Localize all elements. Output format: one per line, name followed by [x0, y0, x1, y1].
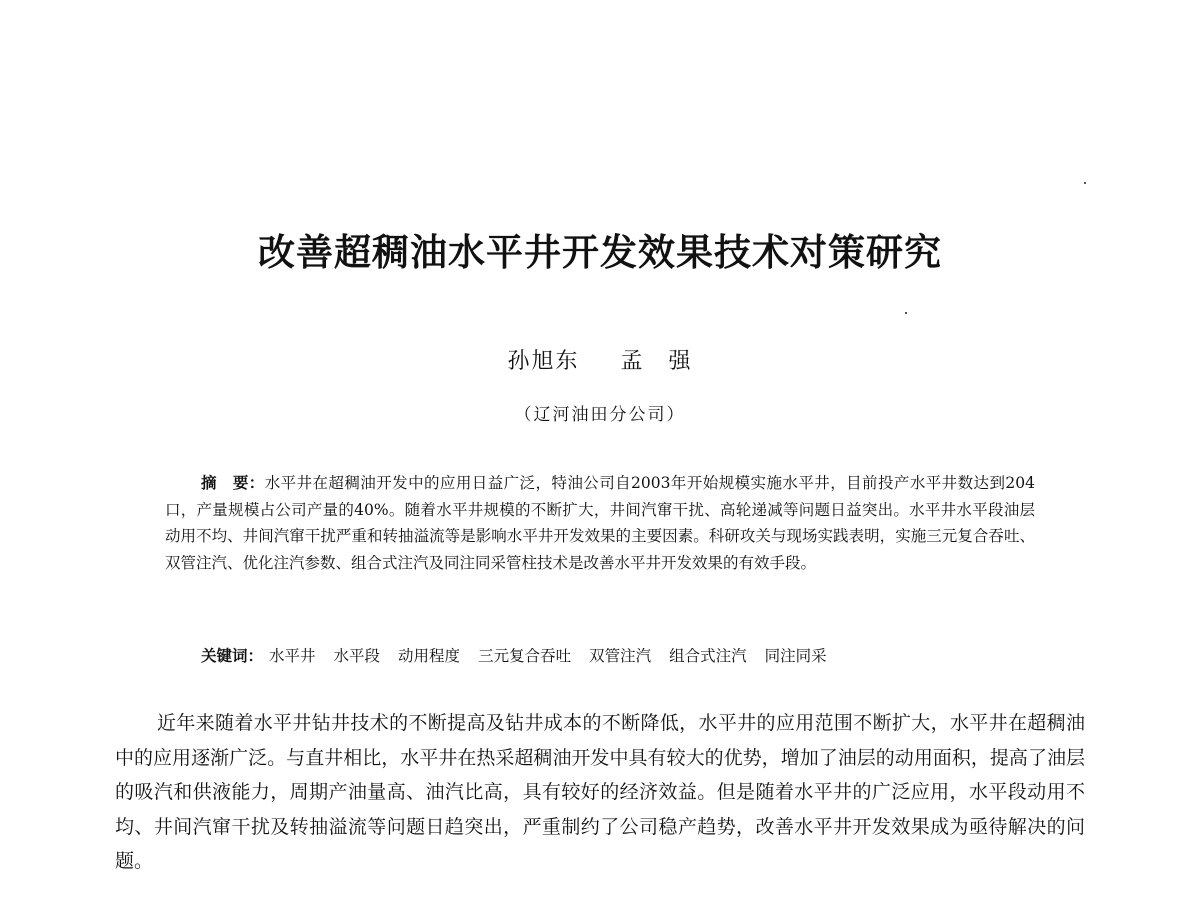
abstract-label: 摘 要：: [201, 474, 265, 492]
author-name: 孙旭东: [507, 349, 580, 374]
author-name: 孟 强: [620, 349, 693, 374]
paper-title: 改善超稠油水平井开发效果技术对策研究: [258, 231, 942, 274]
keyword: 水平井: [269, 647, 316, 665]
keywords-label: 关键词：: [201, 647, 264, 665]
keywords: [201, 643, 1035, 669]
author-list: [0, 344, 1200, 375]
abstract-text: 水平井在超稠油开发中的应用日益广泛，特油公司自2003年开始规模实施水平井，目前投产水平井数达到204口，产量规模占公司产量的40%。随着水平井规模的不断扩大，井间汽窜干扰、高轮递减等问题日益突出。水平井水平段油层动用不均、井间汽窜干扰严重和转抽溢流等是影响水平井开发效果的主要因素。科研攻关与现场实践表明，实施三元复合吞吐、双管注汽、优化注汽参数、组合式注汽及同注同采管柱技术是改善水平井开发效果的有效手段。: [165, 474, 1035, 572]
keyword: 组合式注汽: [669, 647, 747, 665]
keyword: 水平段: [333, 647, 381, 665]
abstract: [165, 470, 1035, 576]
body-paragraph: 近年来随着水平井钻井技术的不断提高及钻井成本的不断降低，水平井的应用范围不断扩大，水平井在超稠油中的应用逐渐广泛。与直井相比，水平井在热采超稠油开发中具有较大的优势，增加了油层的动用面积，提高了油层的吸汽和供液能力，周期产油量高、油汽比高，具有较好的经济效益。但是随着水平井的广泛应用，水平段动用不均、井间汽窜干扰及转抽溢流等问题日趋突出，严重制约了公司稳产趋势，改善水平井开发效果成为亟待解决的问题。: [115, 712, 1085, 872]
scan-speck: [905, 312, 907, 314]
keyword: 同注同采: [764, 647, 827, 665]
keyword: 三元复合吞吐: [478, 647, 572, 665]
keyword: 动用程度: [398, 647, 461, 665]
scan-speck: [1084, 182, 1086, 184]
affiliation: （辽河油田分公司）: [514, 405, 686, 425]
keyword: 双管注汽: [589, 647, 652, 665]
